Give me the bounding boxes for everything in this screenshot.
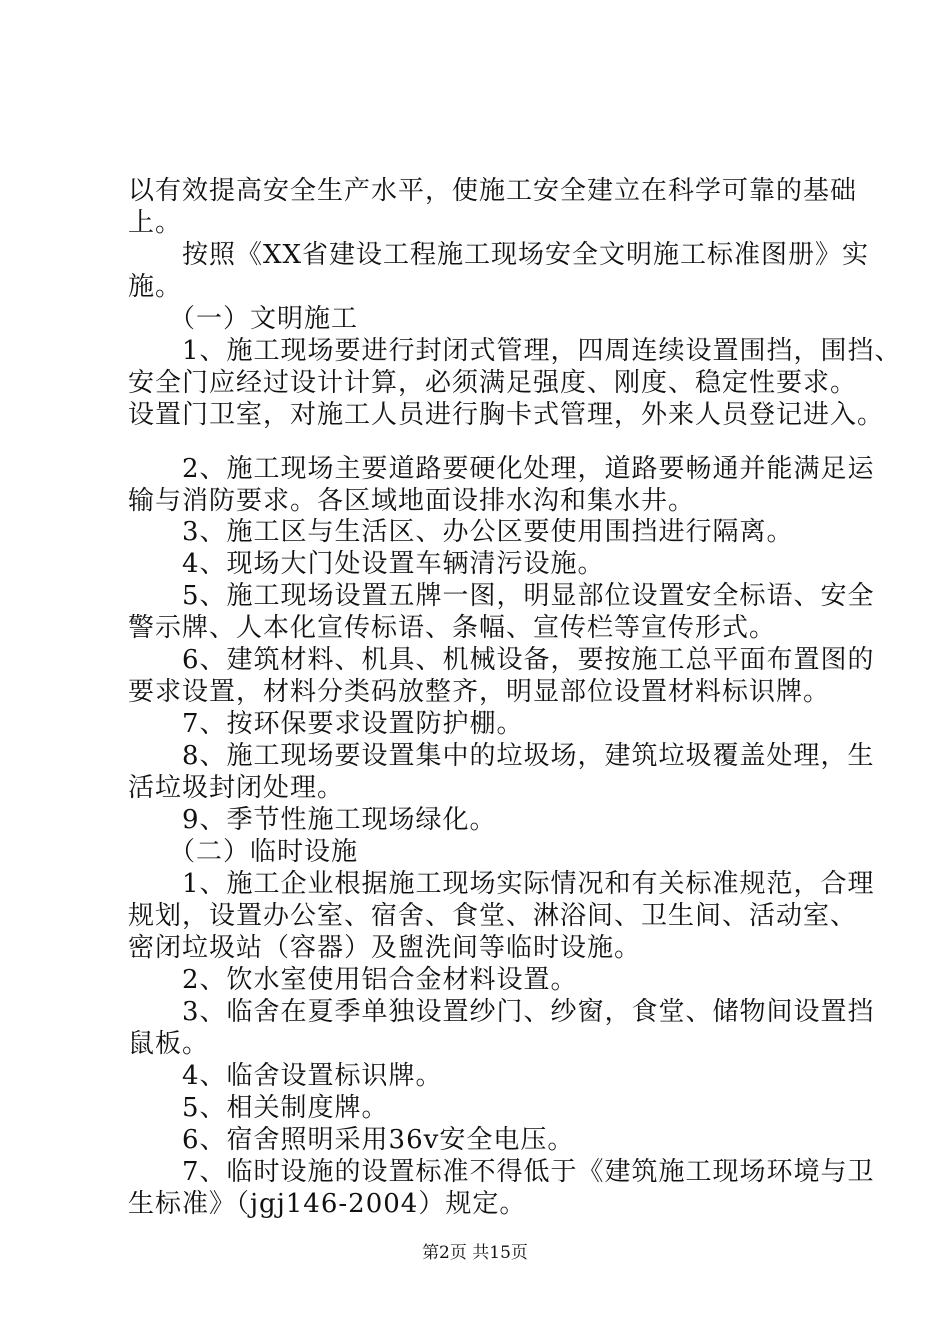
body-line: 生标准》（jgj146-2004）规定。 [128, 1189, 527, 1219]
body-line: 8、施工现场要设置集中的垃圾场，建筑垃圾覆盖处理，生 [128, 741, 875, 771]
body-line: 输与消防要求。各区域地面设排水沟和集水井。 [128, 486, 696, 516]
body-line: 要求设置，材料分类码放整齐，明显部位设置材料标识牌。 [128, 677, 831, 707]
section-heading: （一）文明施工 [128, 304, 359, 334]
body-line: 设置门卫室，对施工人员进行胸卡式管理，外来人员登记进入。 [128, 400, 885, 430]
page-number-footer: 第2页 共15页 [422, 1243, 528, 1263]
section-heading: （二）临时设施 [128, 837, 359, 867]
body-line: 密闭垃圾站（容器）及盥洗间等临时设施。 [128, 933, 642, 963]
body-line: 按照《XX省建设工程施工现场安全文明施工标准图册》实 [128, 240, 870, 270]
body-line: 5、施工现场设置五牌一图，明显部位设置安全标语、安全 [128, 581, 875, 611]
body-line: 1、施工现场要进行封闭式管理，四周连续设置围挡，围挡、 [128, 336, 902, 366]
body-line: 4、临舍设置标识牌。 [128, 1061, 443, 1091]
body-line: 7、临时设施的设置标准不得低于《建筑施工现场环境与卫 [128, 1157, 875, 1187]
body-line: 警示牌、人本化宣传标语、条幅、宣传栏等宣传形式。 [128, 613, 777, 643]
body-line: 5、相关制度牌。 [128, 1093, 389, 1123]
body-line: 上。 [128, 208, 183, 238]
body-line: 2、饮水室使用铝合金材料设置。 [128, 965, 578, 995]
body-line: 9、季节性施工现场绿化。 [128, 805, 497, 835]
body-line: 以有效提高安全生产水平，使施工安全建立在科学可靠的基础 [128, 176, 858, 206]
body-line: 活垃圾封闭处理。 [128, 773, 345, 803]
body-line: 1、施工企业根据施工现场实际情况和有关标准规范，合理 [128, 869, 875, 899]
body-line: 施。 [128, 272, 183, 302]
body-line: 4、现场大门处设置车辆清污设施。 [128, 549, 605, 579]
body-line: 鼠板。 [128, 1029, 210, 1059]
body-line: 规划，设置办公室、宿舍、食堂、淋浴间、卫生间、活动室、 [128, 901, 858, 931]
body-line: 2、施工现场主要道路要硬化处理，道路要畅通并能满足运 [128, 454, 875, 484]
body-line: 安全门应经过设计计算，必须满足强度、刚度、稳定性要求。 [128, 368, 858, 398]
body-line: 3、临舍在夏季单独设置纱门、纱窗，食堂、储物间设置挡 [128, 997, 875, 1027]
body-line: 3、施工区与生活区、办公区要使用围挡进行隔离。 [128, 517, 794, 547]
body-line: 6、宿舍照明采用36v安全电压。 [128, 1125, 575, 1155]
body-line: 6、建筑材料、机具、机械设备，要按施工总平面布置图的 [128, 645, 875, 675]
body-line: 7、按环保要求设置防护棚。 [128, 709, 524, 739]
